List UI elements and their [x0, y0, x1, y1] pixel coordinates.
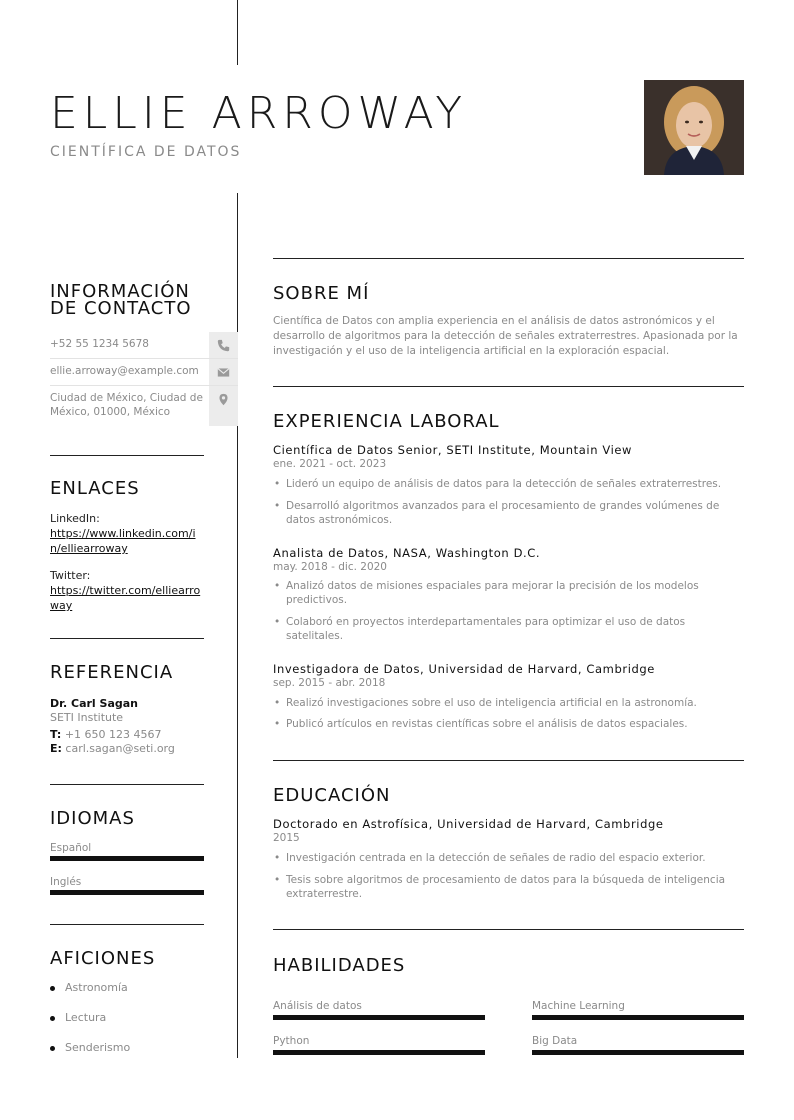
education-heading: EDUCACIÓN	[273, 785, 391, 806]
skill-level-track	[273, 1050, 485, 1055]
reference-email[interactable]: carl.sagan@seti.org	[65, 742, 175, 755]
hobby-item: Astronomía	[65, 981, 128, 994]
language-label: Español	[50, 842, 92, 854]
bullet-marker: •	[274, 616, 281, 628]
bullet-marker: •	[274, 852, 281, 864]
education-bullet	[273, 873, 744, 901]
contact-phone[interactable]: +52 55 1234 5678	[50, 338, 149, 350]
job-bullet-text: Desarrolló algoritmos avanzados para el procesamiento de grandes volúmenes de datos astronómicos.	[286, 500, 720, 526]
hobby-item: Senderismo	[65, 1041, 131, 1054]
skill-label: Machine Learning	[532, 1000, 625, 1012]
contact-address: Ciudad de México, Ciudad de México, 01000, México	[50, 392, 203, 418]
sidebar-divider-line	[237, 193, 238, 1058]
job-bullet	[273, 499, 744, 527]
bullet-marker: •	[274, 478, 281, 490]
skill-level-bar	[532, 1050, 744, 1055]
about-heading: SOBRE MÍ	[273, 283, 370, 304]
skill-level-bar	[532, 1015, 744, 1020]
sidebar-divider	[50, 638, 204, 639]
reference-org: SETI Institute	[50, 711, 124, 724]
contact-phone-row	[50, 332, 238, 359]
contact-heading-line1: INFORMACIÓN	[50, 281, 190, 302]
bullet-dot	[50, 1046, 55, 1051]
education-bullet-text: Tesis sobre algoritmos de procesamiento de datos para la búsqueda de inteligencia extraterrestre.	[286, 874, 726, 900]
job-date: may. 2018 - dic. 2020	[273, 561, 387, 573]
skill-level-track	[273, 1015, 485, 1020]
linkedin-label: LinkedIn:	[50, 512, 100, 525]
reference-phone[interactable]: +1 650 123 4567	[64, 728, 162, 741]
profile-photo	[644, 80, 744, 175]
job-bullet-text: Lideró un equipo de análisis de datos para la detección de señales extraterrestres.	[286, 478, 722, 490]
job-title: Analista de Datos, NASA, Washington D.C.	[273, 546, 541, 560]
reference-email-label: E:	[50, 742, 62, 755]
job-bullet	[273, 477, 744, 491]
skill-label: Análisis de datos	[273, 1000, 362, 1012]
section-divider	[273, 760, 744, 761]
job-bullet-text: Colaboró en proyectos interdepartamentales para optimizar el uso de datos satelitales.	[286, 616, 686, 642]
bullet-marker: •	[274, 580, 281, 592]
languages-heading: IDIOMAS	[50, 808, 135, 829]
bullet-marker: •	[274, 500, 281, 512]
language-level-track	[50, 856, 204, 861]
experience-heading: EXPERIENCIA LABORAL	[273, 411, 500, 432]
job-bullet	[273, 615, 744, 643]
language-level-track	[50, 890, 204, 895]
skill-level-bar	[273, 1050, 485, 1055]
about-text: Científica de Datos con amplia experiencia en el análisis de datos astronómicos y el desarrollo de algoritmos para la detección de señales extraterrestres. Apasionada por la investigación y el uso de la inteligencia artificial en la exploración espacial.	[273, 315, 738, 357]
job-bullet-text: Realizó investigaciones sobre el uso de inteligencia artificial en la astronomía.	[286, 697, 697, 709]
reference-heading: REFERENCIA	[50, 662, 174, 683]
job-date: ene. 2021 - oct. 2023	[273, 458, 387, 470]
skill-level-track	[532, 1050, 744, 1055]
job-bullet	[273, 717, 744, 731]
skills-heading: HABILIDADES	[273, 955, 406, 976]
sidebar-divider	[50, 784, 204, 785]
language-level-bar	[50, 856, 204, 861]
candidate-name: ELLIE ARROWAY	[50, 88, 468, 139]
sidebar-divider	[50, 455, 204, 456]
contact-email[interactable]: ellie.arroway@example.com	[50, 365, 199, 377]
reference-phone-line	[50, 728, 162, 741]
reference-phone-label: T:	[50, 728, 62, 741]
contact-heading-line2: DE CONTACTO	[50, 298, 192, 319]
candidate-title: CIENTÍFICA DE DATOS	[50, 144, 242, 160]
bullet-marker: •	[274, 718, 281, 730]
bullet-marker: •	[274, 697, 281, 709]
education-bullet	[273, 851, 744, 865]
skill-level-bar	[273, 1015, 485, 1020]
links-heading: ENLACES	[50, 478, 140, 499]
job-bullet-text: Publicó artículos en revistas científicas sobre el análisis de datos espaciales.	[286, 718, 688, 730]
top-divider-line	[237, 0, 238, 65]
location-pin-icon	[217, 393, 230, 406]
section-divider	[273, 386, 744, 387]
skill-label: Python	[273, 1035, 310, 1047]
skill-level-track	[532, 1015, 744, 1020]
section-divider	[273, 258, 744, 259]
degree-year: 2015	[273, 832, 300, 844]
contact-email-row	[50, 359, 238, 386]
twitter-link[interactable]: https://twitter.com/elliearroway	[50, 584, 201, 612]
degree-title: Doctorado en Astrofísica, Universidad de Harvard, Cambridge	[273, 817, 664, 831]
portrait-illustration	[644, 80, 744, 175]
sidebar-divider	[50, 924, 204, 925]
linkedin-link[interactable]: https://www.linkedin.com/in/elliearroway	[50, 527, 196, 555]
education-bullet-text: Investigación centrada en la detección de señales de radio del espacio exterior.	[286, 852, 706, 864]
job-title: Científica de Datos Senior, SETI Institute, Mountain View	[273, 443, 633, 457]
section-divider	[273, 929, 744, 930]
language-level-bar	[50, 890, 204, 895]
hobby-item: Lectura	[65, 1011, 107, 1024]
job-date: sep. 2015 - abr. 2018	[273, 677, 386, 689]
job-bullet	[273, 696, 744, 710]
hobbies-heading: AFICIONES	[50, 948, 156, 969]
twitter-label: Twitter:	[50, 569, 91, 582]
reference-email-line	[50, 742, 175, 755]
job-bullet-text: Analizó datos de misiones espaciales para mejorar la precisión de los modelos predictivos.	[286, 580, 699, 606]
bullet-dot	[50, 986, 55, 991]
reference-name: Dr. Carl Sagan	[50, 697, 138, 710]
skill-label: Big Data	[532, 1035, 578, 1047]
bullet-marker: •	[274, 874, 281, 886]
job-title: Investigadora de Datos, Universidad de Harvard, Cambridge	[273, 662, 655, 676]
job-bullet	[273, 579, 744, 607]
language-label: Inglés	[50, 876, 82, 888]
bullet-dot	[50, 1016, 55, 1021]
